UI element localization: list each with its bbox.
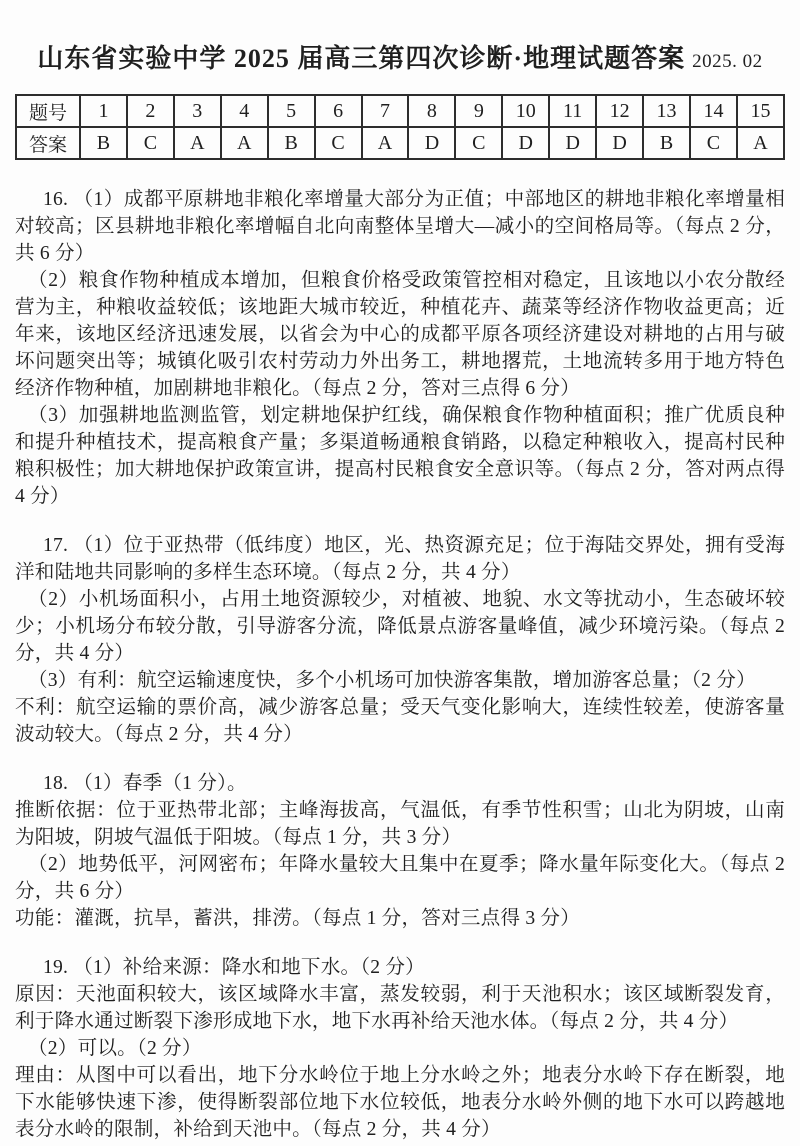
answer-section-q18: [15, 770, 785, 932]
question-number-cell: 4: [221, 95, 268, 127]
answer-paragraph: （2）小机场面积小，占用土地资源较少，对植被、地貌、水文等扰动小，生态破坏较少；小机场分布较分散，引导游客分流，降低景点游客量峰值，减少环境污染。（每点 2 分，共 4 分）: [15, 589, 785, 664]
answer-cell: A: [362, 127, 409, 159]
answer-paragraph: 理由：从图中可以看出，地下分水岭位于地上分水岭之外；地表分水岭下存在断裂，地下水能够快速下渗，使得断裂部位地下水位较低，地表分水岭外侧的地下水可以跨越地表分水岭的限制，补给到天池中。（每点 2 分，共 4 分）: [15, 1065, 785, 1140]
answer-cell: C: [690, 127, 737, 159]
answer-paragraph: 18. （1）春季（1 分）。: [43, 773, 247, 794]
answer-row: [16, 127, 784, 159]
answer-cell: D: [502, 127, 549, 159]
question-number-cell: 11: [549, 95, 596, 127]
answer-cell: C: [315, 127, 362, 159]
question-number-cell: 12: [596, 95, 643, 127]
answer-cell: C: [455, 127, 502, 159]
answer-table: [15, 94, 785, 160]
answer-paragraph: （2）可以。（2 分）: [28, 1038, 202, 1059]
question-number-cell: 7: [362, 95, 409, 127]
question-number-cell: 13: [643, 95, 690, 127]
answer-paragraph: 功能：灌溉，抗旱，蓄洪，排涝。（每点 1 分，答对三点得 3 分）: [15, 908, 581, 929]
exam-title: 山东省实验中学 2025 届高三第四次诊断·地理试题答案: [37, 44, 686, 73]
question-number-cell: 6: [315, 95, 362, 127]
question-number-cell: 9: [455, 95, 502, 127]
answer-section-q17: [15, 532, 785, 748]
answer-paragraph: 17. （1）位于亚热带（低纬度）地区，光、热资源充足；位于海陆交界处，拥有受海洋和陆地共同影响的多样生态环境。（每点 2 分，共 4 分）: [15, 535, 785, 583]
answer-cell: B: [643, 127, 690, 159]
answer-cell: A: [174, 127, 221, 159]
answer-cell: C: [127, 127, 174, 159]
question-number-cell: 14: [690, 95, 737, 127]
page-title: [15, 38, 785, 75]
exam-date: 2025. 02: [692, 51, 763, 72]
answer-cell: D: [549, 127, 596, 159]
answer-paragraph: （3）有利：航空运输速度快，多个小机场可加快游客集散，增加游客总量；（2 分）: [28, 670, 756, 691]
answer-cell: D: [408, 127, 455, 159]
answer-section-q19: [15, 954, 785, 1143]
answer-paragraph: 原因：天池面积较大，该区域降水丰富，蒸发较弱，利于天池积水；该区域断裂发育，利于降水通过断裂下渗形成地下水，地下水再补给天池水体。（每点 2 分，共 4 分）: [15, 984, 785, 1032]
answer-paragraph: （3）加强耕地监测监管，划定耕地保护红线，确保粮食作物种植面积；推广优质良种和提升种植技术，提高粮食产量；多渠道畅通粮食销路，以稳定种粮收入，提高村民种粮积极性；加大耕地保护政策宣讲，提高村民粮食安全意识等。（每点 2 分，答对两点得 4 分）: [15, 405, 785, 507]
question-number-cell: 10: [502, 95, 549, 127]
answer-paragraph: 推断依据：位于亚热带北部；主峰海拔高，气温低，有季节性积雪；山北为阴坡，山南为阳坡，阴坡气温低于阳坡。（每点 1 分，共 3 分）: [15, 800, 785, 848]
answers-content: [15, 186, 785, 1143]
question-number-cell: 1: [80, 95, 127, 127]
answer-cell: A: [737, 127, 784, 159]
question-number-cell: 8: [408, 95, 455, 127]
row-header-question-number: 题号: [16, 95, 80, 127]
question-number-cell: 3: [174, 95, 221, 127]
question-number-row: [16, 95, 784, 127]
answer-paragraph: 不利：航空运输的票价高，减少游客总量；受天气变化影响大，连续性较差，使游客量波动较大。（每点 2 分，共 4 分）: [15, 697, 785, 745]
answer-paragraph: （2）地势低平，河网密布；年降水量较大且集中在夏季；降水量年际变化大。（每点 2 分，共 6 分）: [15, 854, 785, 902]
answer-cell: B: [268, 127, 315, 159]
answer-cell: D: [596, 127, 643, 159]
answer-paragraph: 16. （1）成都平原耕地非粮化率增量大部分为正值；中部地区的耕地非粮化率增量相对较高；区县耕地非粮化率增幅自北向南整体呈增大—减小的空间格局等。（每点 2 分，共 6 分）: [15, 189, 785, 264]
answer-cell: B: [80, 127, 127, 159]
question-number-cell: 2: [127, 95, 174, 127]
question-number-cell: 15: [737, 95, 784, 127]
answer-section-q16: [15, 186, 785, 510]
document-page: [0, 38, 800, 1143]
answer-table-body: [16, 95, 784, 159]
answer-cell: A: [221, 127, 268, 159]
answer-paragraph: 19. （1）补给来源：降水和地下水。（2 分）: [43, 957, 425, 978]
row-header-answer: 答案: [16, 127, 80, 159]
question-number-cell: 5: [268, 95, 315, 127]
answer-paragraph: （2）粮食作物种植成本增加，但粮食价格受政策管控相对稳定，且该地以小农分散经营为主，种粮收益较低；该地距大城市较近，种植花卉、蔬菜等经济作物收益更高；近年来，该地区经济迅速发展，以省会为中心的成都平原各项经济建设对耕地的占用与破坏问题突出等；城镇化吸引农村劳动力外出务工，耕地撂荒，土地流转多用于地方特色经济作物种植，加剧耕地非粮化。（每点 2 分，答对三点得 6 分）: [15, 270, 785, 399]
